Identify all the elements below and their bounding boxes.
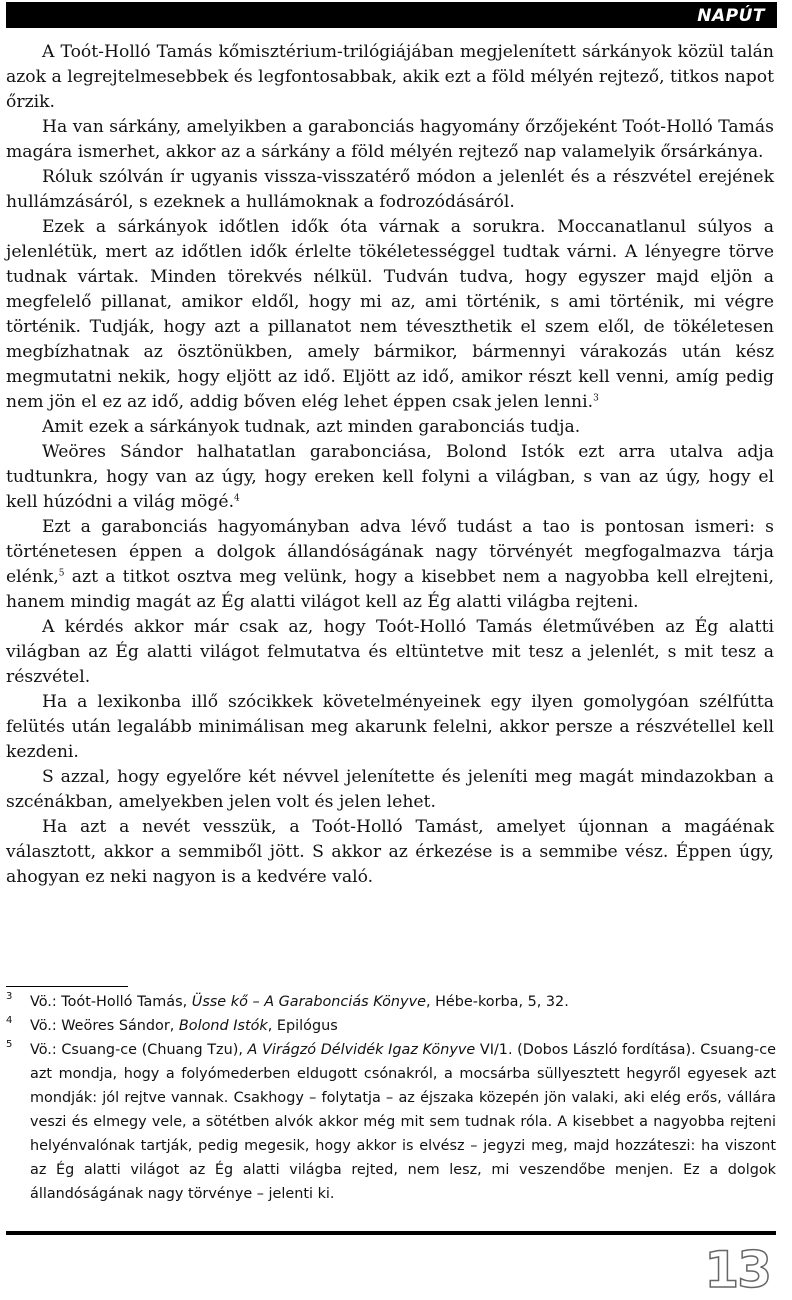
footnote-text: Vö.: Weöres Sándor, [30,1018,179,1034]
footer-rule [6,1231,776,1235]
footnote-text: , Hébe-korba, 5, 32. [425,994,569,1010]
paragraph-text: Weöres Sándor halhatatlan garabonciása, Bolond Istók ezt arra utalva adja tudtunkra, hogy van az úgy, hogy ereken kell folyni a világban, s van az úgy, hogy el kell húzódni a világ mögé. [6,442,774,512]
paragraph-text: Ezt a garabonciás hagyományban adva lévő tudást a tao is pontosan ismeri: s történetesen éppen a dolgok állandóságának nagy törvényét megfogalmazva tárja elénk, [6,517,774,587]
footnote [6,1038,776,1206]
header-bar [6,2,777,28]
footnote-ref[interactable]: 5 [58,568,65,579]
footnote [6,1014,776,1038]
article-body [6,40,774,890]
footnote-text: VI/1. (Dobos László fordítása). Csuang-ce azt mondja, hogy a folyómederben eldugott csónakról, a mocsárba süllyesztett hegyről egyesek azt mondják: jól rejtve vannak. Csakhogy – folytatja – az éjszaka közepén jön valaki, aki elég erős, vállára veszi és elmegy vele, a sötétben alvók akkor még mit sem tudnak róla. A kisebbet a nagyobba rejteni helyénvalónak tartják, pedig megesik, hogy akkor is elvész – jegyzi meg, majd hozzáteszi: ha viszont az Ég alatti világot az Ég alatti világba rejted, nem lesz, mi veszendőbe menjen. Ez a dolgok állandóságának nagy törvénye – jelenti ki. [30,1042,777,1202]
paragraph: Ha a lexikonba illő szócikkek követelményeinek egy ilyen gomolygóan szélfútta felütés után legalább minimálisan meg akarunk felelni, akkor persze a részvétellel kell kezdeni. [6,692,774,762]
paragraph: Ha azt a nevét vesszük, a Toót-Holló Tamást, amelyet újonnan a magáénak választott, akkor a semmiből jött. S akkor az érkezése is a semmibe vész. Éppen úgy, ahogyan ez neki nagyon is a kedvére való. [6,817,774,887]
footnote-mark: 4 [6,1015,13,1026]
paragraph: S azzal, hogy egyelőre két névvel jelenítette és jeleníti meg magát mindazokban a szcénákban, amelyekben jelen volt és jelen lehet. [6,767,774,812]
footnote-mark: 3 [6,991,13,1002]
paragraph [6,515,774,615]
footnote-work-title: A Virágzó Délvidék Igaz Könyve [247,1042,476,1058]
footnote-ref[interactable]: 3 [593,393,599,404]
footnote-work-title: Üsse kő – A Garabonciás Könyve [191,994,426,1010]
paragraph: Ha van sárkány, amelyikben a garabonciás hagyomány őrzőjeként Toót-Holló Tamás magára ismerhet, akkor az a sárkány a föld mélyén rejtező nap valamelyik őrsárkánya. [6,117,774,162]
paragraph: Róluk szólván ír ugyanis vissza-visszatérő módon a jelenlét és a részvétel erejének hullámzásáról, s ezeknek a hullámoknak a fodrozódásáról. [6,167,774,212]
paragraph: A kérdés akkor már csak az, hogy Toót-Holló Tamás életművében az Ég alatti világban az Ég alatti világot felmutatva és eltüntetve mit tesz a jelenlét, s mit tesz a részvétel. [6,617,774,687]
running-title: NAPÚT [697,6,765,26]
paragraph: Amit ezek a sárkányok tudnak, azt minden garabonciás tudja. [42,417,581,437]
paragraph-text: azt a titkot osztva meg velünk, hogy a kisebbet nem a nagyobba kell elrejteni, hanem mindig magát az Ég alatti világot kell az Ég alatti világba rejteni. [6,567,774,612]
footnote-text: Vö.: Toót-Holló Tamás, [30,994,192,1010]
paragraph [6,215,774,415]
footnote-text: , Epilógus [267,1018,338,1034]
footnotes [6,990,776,1206]
footnote-divider [6,986,128,987]
paragraph [6,440,774,515]
footnote [6,990,776,1014]
footnote-text: Vö.: Csuang-ce (Chuang Tzu), [30,1042,248,1058]
page-number: 13 [704,1241,770,1299]
footnote-work-title: Bolond Istók [178,1018,268,1034]
paragraph: A Toót-Holló Tamás kőmisztérium-trilógiájában megjelenített sárkányok közül talán azok a legrejtelmesebbek és legfontosabbak, akik ezt a föld mélyén rejtező, titkos napot őrzik. [6,42,774,112]
footnote-ref[interactable]: 4 [234,493,240,504]
paragraph-text: Ezek a sárkányok időtlen idők óta várnak a sorukra. Moccanatlanul súlyos a jelenlétük, mert az időtlen idők érlelte tökéletességgel tudtak várni. A lényegre törve tudnak vártak. Minden törekvés nélkül. Tudván tudva, hogy egyszer majd eljön a megfelelő pillanat, amikor eldől, hogy mi az, ami történik, s ami történik, mi végre történik. Tudják, hogy azt a pillanatot nem téveszthetik el szem elől, de tökéletesen megbízhatnak az ösztönükben, amely bármikor, bármennyi várakozás után kész megmutatni nekik, hogy eljött az idő. Eljött az idő, amikor részt kell venni, amíg pedig nem jön el ez az idő, addig bőven elég lehet éppen csak jelen lenni. [6,217,774,412]
footnote-mark: 5 [6,1039,13,1050]
